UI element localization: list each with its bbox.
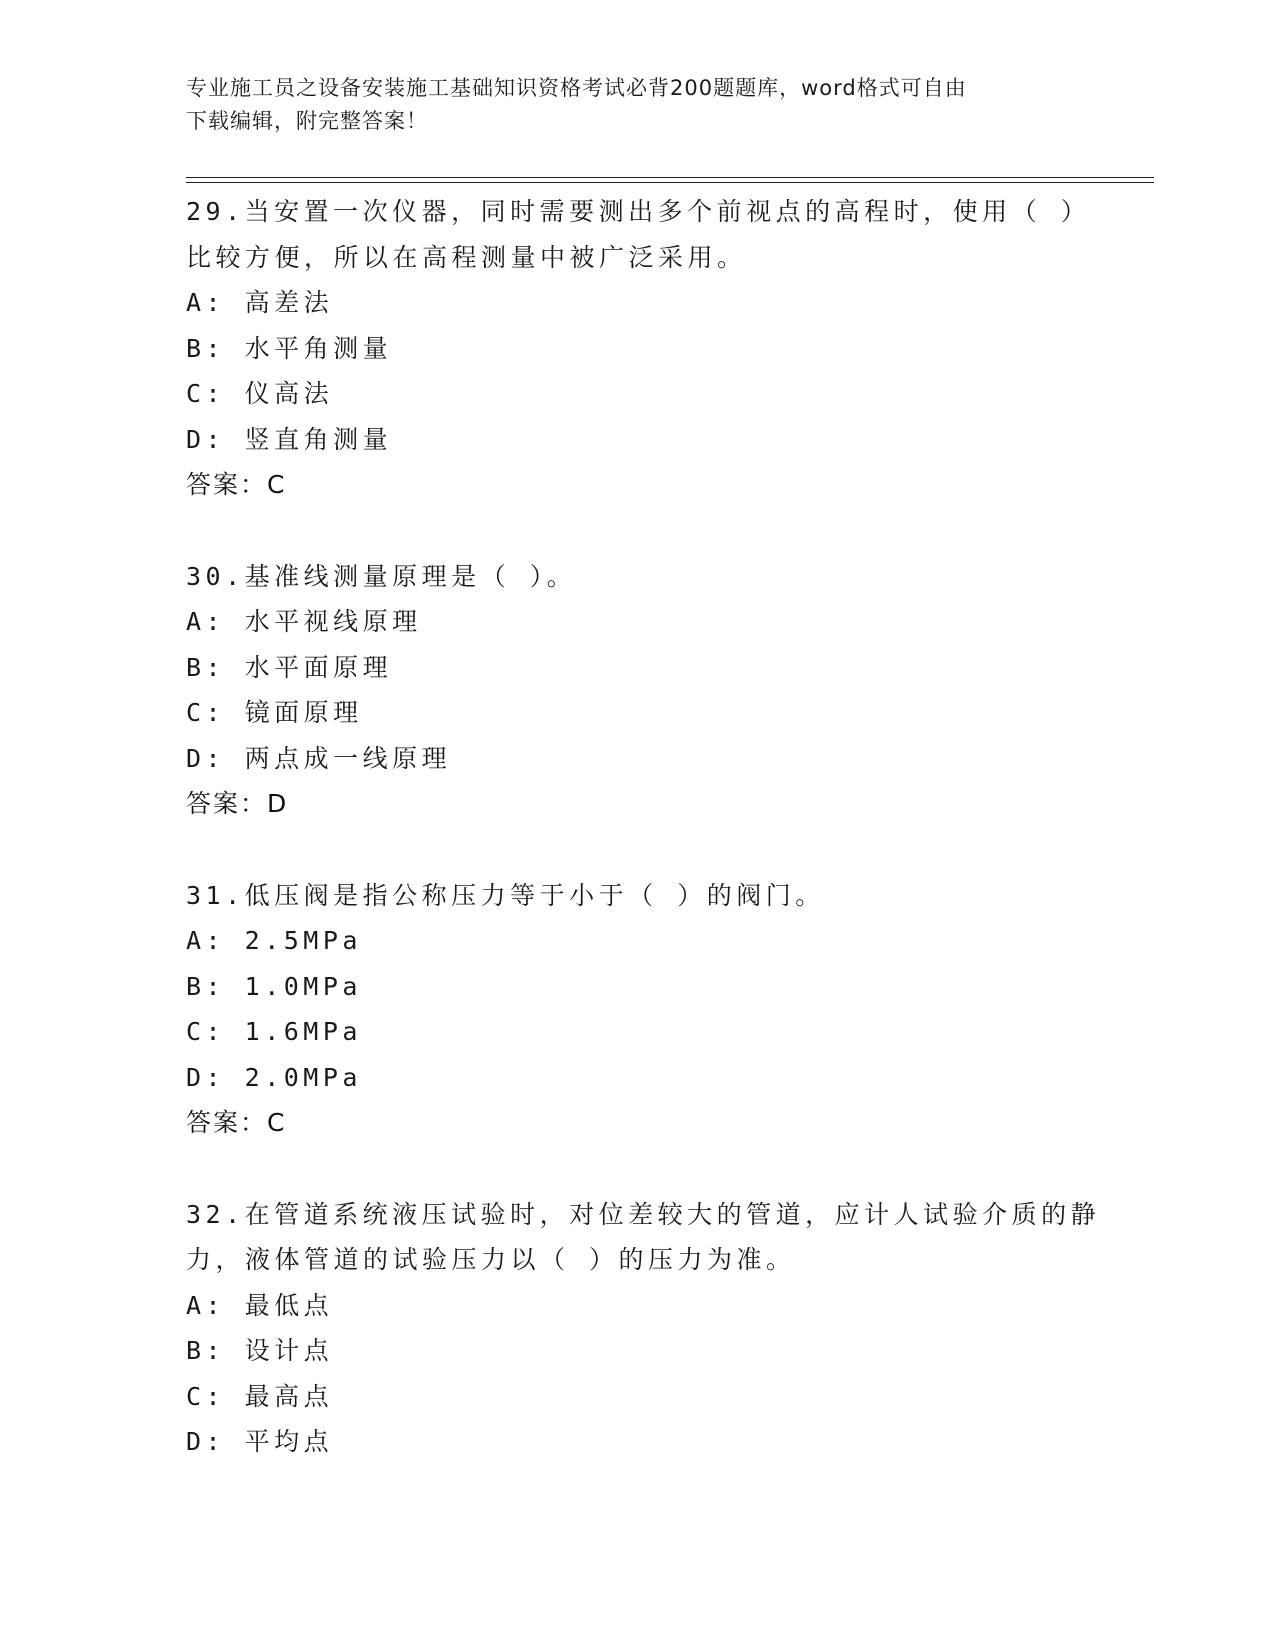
option-d: D: 2.0MPa bbox=[186, 1062, 362, 1092]
option-c: C: 镜面原理 bbox=[186, 698, 363, 727]
answer-label: 答案：D bbox=[186, 789, 289, 818]
header-line-1: 专业施工员之设备安装施工基础知识资格考试必背200题题库，word格式可自由 bbox=[186, 76, 967, 100]
stem-line: 比较方便，所以在高程测量中被广泛采用。 bbox=[186, 242, 747, 272]
option-c: C: 仪高法 bbox=[186, 379, 334, 408]
option-c: C: 最高点 bbox=[186, 1381, 334, 1411]
question-stem bbox=[186, 873, 1086, 919]
option-b: B: 1.0MPa bbox=[186, 971, 362, 1001]
option-a: A: 最低点 bbox=[186, 1290, 334, 1320]
stem-line: 29.当安置一次仪器，同时需要测出多个前视点的高程时，使用（ ） bbox=[186, 197, 1091, 226]
stem-line: 30.基准线测量原理是（ ）。 bbox=[186, 561, 577, 591]
stem-line: 31.低压阀是指公称压力等于小于（ ）的阀门。 bbox=[186, 880, 825, 910]
stem-line: 32.在管道系统液压试验时，对位差较大的管道，应计人试验介质的静 bbox=[186, 1199, 1101, 1229]
header-line-2: 下载编辑，附完整答案！ bbox=[186, 109, 428, 133]
option-a: A: 水平视线原理 bbox=[186, 607, 422, 636]
option-a: A: 2.5MPa bbox=[186, 926, 362, 955]
option-b: B: 水平面原理 bbox=[186, 652, 393, 682]
question-31 bbox=[186, 873, 1086, 1146]
stem-line: 力，液体管道的试验压力以（ ）的压力为准。 bbox=[186, 1245, 796, 1274]
question-stem bbox=[186, 1192, 1101, 1283]
option-a: A: 高差法 bbox=[186, 288, 334, 317]
option-c: C: 1.6MPa bbox=[186, 1017, 362, 1046]
answer-label: 答案：C bbox=[186, 470, 287, 499]
option-d: D: 两点成一线原理 bbox=[186, 743, 452, 773]
question-stem bbox=[186, 554, 1086, 600]
option-d: D: 竖直角测量 bbox=[186, 424, 393, 454]
question-32 bbox=[186, 1192, 1101, 1465]
header-divider-top bbox=[186, 177, 1154, 178]
question-29 bbox=[186, 189, 1091, 508]
question-30 bbox=[186, 554, 1086, 827]
document-header bbox=[186, 72, 1066, 138]
option-d: D: 平均点 bbox=[186, 1427, 334, 1456]
header-divider-bottom bbox=[186, 182, 1154, 183]
question-list bbox=[186, 189, 1101, 1511]
answer-label: 答案：C bbox=[186, 1108, 287, 1137]
option-b: B: 设计点 bbox=[186, 1336, 334, 1365]
option-b: B: 水平角测量 bbox=[186, 333, 393, 363]
question-stem bbox=[186, 189, 1091, 280]
